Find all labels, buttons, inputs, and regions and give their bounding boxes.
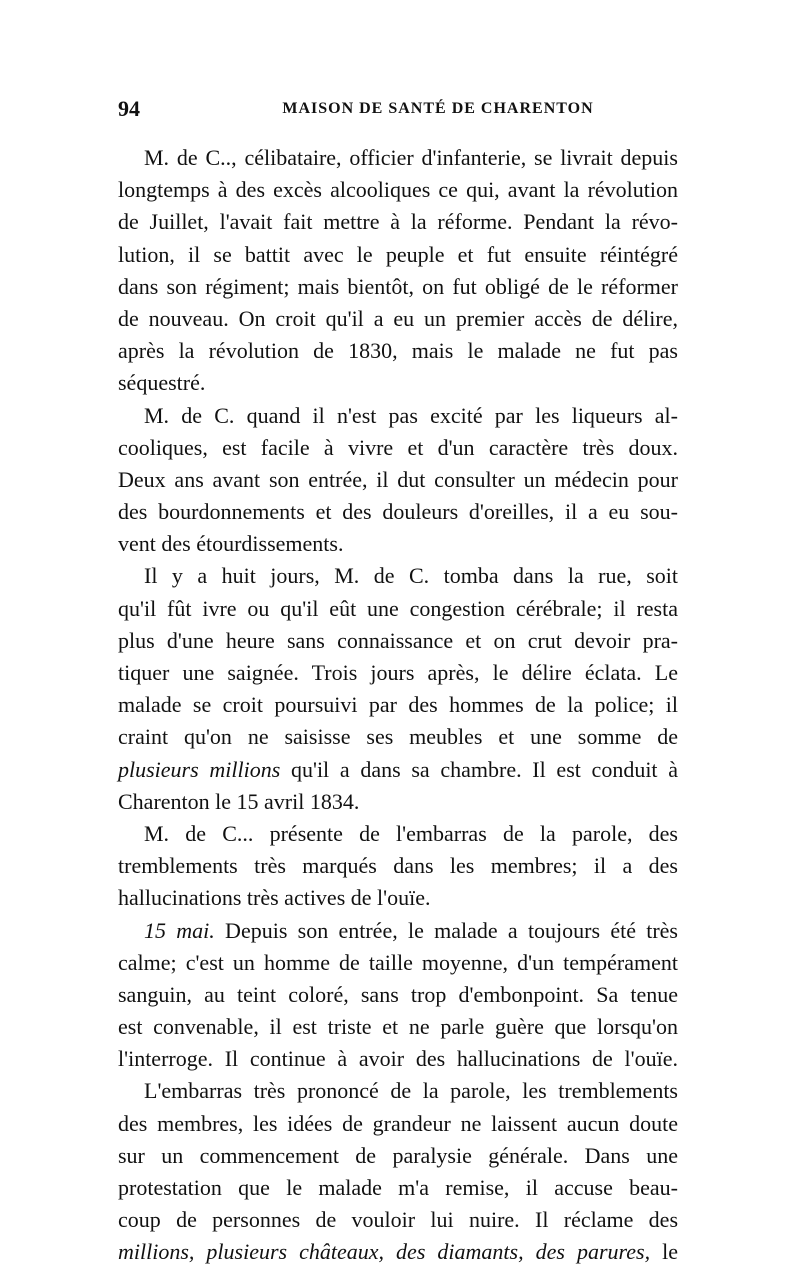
page-number: 94	[118, 96, 140, 121]
body-text	[118, 142, 678, 1269]
text-line: M. de C... présente de l'embarras de la parole, des	[144, 820, 678, 846]
text-line: est convenable, il est triste et ne parle guère que lorsqu'on	[118, 1014, 678, 1040]
text-line: cooliques, est facile à vivre et d'un caractère très doux.	[118, 434, 678, 460]
text-line: de Juillet, l'avait fait mettre à la réforme. Pendant la révo-	[118, 209, 678, 235]
text-line: sur un commencement de paralysie générale. Dans une	[118, 1142, 678, 1168]
page-header	[118, 96, 678, 126]
text-line: craint qu'on ne saisisse ses meubles et une somme de	[118, 724, 678, 750]
text-line: sanguin, au teint coloré, sans trop d'embonpoint. Sa tenue	[118, 981, 678, 1007]
text-line: lution, il se battit avec le peuple et fut ensuite réintégré	[118, 241, 678, 267]
italic-text: millions, plusieurs châteaux, des diamants, des parures,	[118, 1239, 651, 1265]
text-line: Il y a huit jours, M. de C. tomba dans la rue, soit	[144, 563, 678, 589]
text-line: des membres, les idées de grandeur ne laissent aucun doute	[118, 1110, 678, 1136]
text-line: après la révolution de 1830, mais le malade ne fut pas	[118, 338, 678, 364]
text-line: des bourdonnements et des douleurs d'oreilles, il a eu sou-	[118, 499, 678, 525]
text-line: plus d'une heure sans connaissance et on crut devoir pra-	[118, 627, 678, 653]
text-line: l'interroge. Il continue à avoir des hallucinations de l'ouïe.	[118, 1046, 678, 1072]
text-line: Charenton le 15 avril 1834.	[118, 788, 360, 814]
text-line: protestation que le malade m'a remise, il accuse beau-	[118, 1175, 678, 1200]
text-line: dans son régiment; mais bientôt, on fut obligé de le réformer	[118, 273, 678, 299]
running-head: MAISON DE SANTÉ DE CHARENTON	[282, 100, 594, 117]
line-text: Depuis son entrée, le malade a toujours été très	[214, 917, 678, 943]
text-line: séquestré.	[118, 370, 206, 396]
text-line: malade se croit poursuivi par des hommes de la police; il	[118, 692, 678, 718]
text-line	[118, 1236, 678, 1268]
text-line: M. de C. quand il n'est pas excité par les liqueurs al-	[144, 402, 678, 428]
text-line: Deux ans avant son entrée, il dut consulter un médecin pour	[118, 466, 678, 492]
text-line: vent des étourdissements.	[118, 531, 344, 557]
text-line: tiquer une saignée. Trois jours après, le délire éclata. Le	[118, 660, 678, 685]
line-text: le	[650, 1239, 678, 1265]
text-line: L'embarras très prononcé de la parole, les tremblements	[144, 1078, 678, 1104]
text-line: calme; c'est un homme de taille moyenne, d'un tempérament	[118, 949, 678, 975]
italic-text: 15 mai.	[144, 917, 215, 943]
italic-text: plusieurs millions	[118, 756, 281, 782]
text-line: tremblements très marqués dans les membres; il a des	[118, 853, 678, 879]
text-line	[118, 754, 678, 786]
line-text: qu'il a dans sa chambre. Il est conduit à	[280, 756, 679, 782]
text-line: M. de C.., célibataire, officier d'infanterie, se livrait depuis	[144, 145, 678, 170]
text-line: coup de personnes de vouloir lui nuire. Il réclame des	[118, 1207, 678, 1233]
text-line: hallucinations très actives de l'ouïe.	[118, 885, 431, 911]
text-line	[118, 915, 678, 947]
text-line: qu'il fût ivre ou qu'il eût une congestion cérébrale; il resta	[118, 595, 678, 621]
text-line: de nouveau. On croit qu'il a eu un premier accès de délire,	[118, 305, 678, 331]
text-line: longtemps à des excès alcooliques ce qui, avant la révolution	[118, 177, 678, 203]
